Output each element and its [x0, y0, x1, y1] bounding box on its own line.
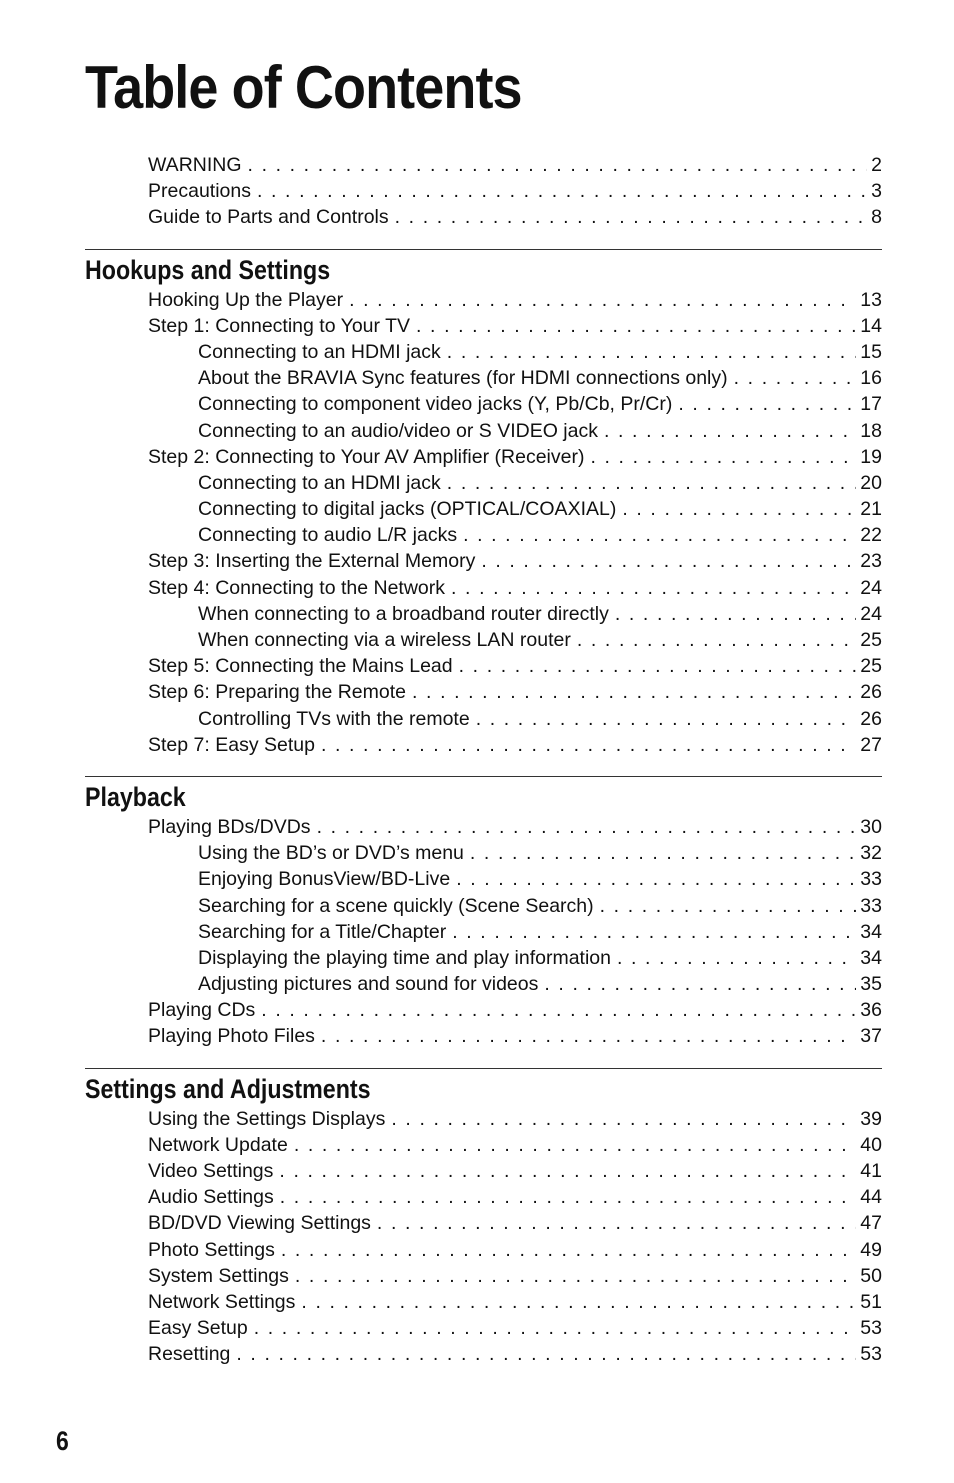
toc-entry-page: 35 — [860, 973, 882, 996]
toc-entry-title: Step 5: Connecting the Mains Lead — [148, 655, 453, 678]
toc-entry-title: Precautions — [148, 180, 251, 203]
toc-entry-page: 8 — [871, 206, 882, 229]
toc-entry[interactable] — [85, 679, 882, 705]
toc-entry-page: 17 — [860, 393, 882, 416]
toc-entry[interactable] — [85, 548, 882, 574]
toc-entry-page: 34 — [860, 946, 882, 969]
dot-leader — [279, 1158, 856, 1184]
toc-entry-page: 47 — [860, 1212, 882, 1235]
toc-entry-title: Connecting to an HDMI jack — [198, 471, 441, 494]
toc-entry-page: 26 — [860, 681, 882, 704]
toc-entry-page: 19 — [860, 445, 882, 468]
toc-section — [85, 249, 882, 758]
toc-entry[interactable] — [85, 919, 882, 945]
toc-entry-title: When connecting to a broadband router directly — [198, 602, 609, 625]
toc-entry-title: Network Update — [148, 1133, 288, 1156]
toc-entry-title: Step 1: Connecting to Your TV — [148, 314, 410, 337]
toc-entry[interactable] — [85, 653, 882, 679]
toc-entry-page: 13 — [860, 288, 882, 311]
dot-leader — [395, 204, 868, 230]
toc-entry-title: Step 4: Connecting to the Network — [148, 576, 446, 599]
toc-entry-page: 27 — [860, 733, 882, 756]
toc-entry-page: 50 — [860, 1264, 882, 1287]
toc-entry[interactable] — [85, 706, 882, 732]
toc-entry-page: 25 — [860, 629, 882, 651]
toc-entry[interactable] — [85, 178, 882, 204]
toc-entry-page: 41 — [860, 1160, 882, 1182]
dot-leader — [391, 1106, 856, 1132]
toc-entry[interactable] — [85, 1023, 882, 1049]
toc-entry-title: Displaying the playing time and play information — [198, 946, 611, 969]
toc-entry-title: Hooking Up the Player — [148, 288, 344, 311]
toc-entry[interactable] — [85, 1106, 882, 1132]
toc-entry-title: Photo Settings — [148, 1238, 275, 1261]
toc-entry[interactable] — [85, 840, 882, 866]
toc-entry-page: 2 — [871, 154, 882, 176]
dot-leader — [349, 287, 856, 313]
dot-leader — [734, 365, 857, 391]
toc-entry-title: Connecting to digital jacks (OPTICAL/COAXIAL) — [198, 498, 617, 521]
toc-entry[interactable] — [85, 945, 882, 971]
toc-entry[interactable] — [85, 1184, 882, 1210]
toc-entry-page: 16 — [860, 367, 882, 390]
toc-entry[interactable] — [85, 313, 882, 339]
toc-entry-page: 24 — [860, 576, 882, 599]
toc-section — [85, 776, 882, 1050]
toc-intro-list — [85, 152, 882, 231]
dot-leader — [544, 971, 856, 997]
toc-entry-title: Using the BD’s or DVD’s menu — [198, 842, 464, 865]
dot-leader — [617, 945, 856, 971]
toc-entry-title: Audio Settings — [148, 1186, 274, 1209]
toc-entry-page: 26 — [860, 707, 882, 730]
toc-entry-page: 14 — [860, 314, 882, 337]
toc-entry-page: 36 — [860, 999, 882, 1022]
toc-entry[interactable] — [85, 1341, 882, 1367]
toc-entry[interactable] — [85, 1289, 882, 1315]
table-of-contents — [85, 152, 882, 1368]
toc-entry-title: Step 6: Preparing the Remote — [148, 681, 406, 704]
toc-entry-title: Connecting to component video jacks (Y, Pb/Cb, Pr/Cr) — [198, 393, 673, 416]
toc-entry[interactable] — [85, 522, 882, 548]
toc-entry-page: 21 — [860, 498, 882, 521]
toc-entry[interactable] — [85, 893, 882, 919]
toc-entry-title: Video Settings — [148, 1160, 274, 1182]
toc-entry[interactable] — [85, 866, 882, 892]
toc-entry[interactable] — [85, 814, 882, 840]
toc-entry[interactable] — [85, 627, 882, 653]
toc-entry-title: Adjusting pictures and sound for videos — [198, 973, 539, 996]
dot-leader — [301, 1289, 856, 1315]
toc-entry[interactable] — [85, 365, 882, 391]
toc-entry-title: Enjoying BonusView/BD-Live — [198, 868, 451, 891]
toc-entry[interactable] — [85, 287, 882, 313]
dot-leader — [678, 391, 856, 417]
dot-leader — [261, 997, 856, 1023]
section-heading: Hookups and Settings — [85, 254, 331, 285]
toc-entry[interactable] — [85, 339, 882, 365]
toc-entry[interactable] — [85, 152, 882, 178]
toc-entry-title: Easy Setup — [148, 1317, 248, 1340]
dot-leader — [416, 313, 856, 339]
dot-leader — [590, 444, 856, 470]
dot-leader — [257, 178, 867, 204]
dot-leader — [412, 679, 856, 705]
dot-leader — [317, 814, 857, 840]
section-divider — [85, 249, 882, 250]
dot-leader — [236, 1341, 856, 1367]
toc-entry-title: Connecting to audio L/R jacks — [198, 524, 458, 547]
toc-entry[interactable] — [85, 575, 882, 601]
toc-entry-title: Playing CDs — [148, 999, 256, 1022]
dot-leader — [294, 1132, 856, 1158]
dot-leader — [321, 732, 856, 758]
toc-entry-page: 37 — [860, 1025, 882, 1048]
dot-leader — [447, 470, 857, 496]
toc-entry[interactable] — [85, 1315, 882, 1341]
toc-entry[interactable] — [85, 496, 882, 522]
toc-entry-page: 30 — [860, 815, 882, 838]
dot-leader — [377, 1210, 856, 1236]
toc-entry[interactable] — [85, 601, 882, 627]
toc-entry[interactable] — [85, 1237, 882, 1263]
toc-section — [85, 1068, 882, 1368]
toc-entry-title: Connecting to an audio/video or S VIDEO jack — [198, 419, 598, 442]
toc-entry-title: BD/DVD Viewing Settings — [148, 1212, 371, 1235]
toc-entry-page: 3 — [871, 180, 882, 203]
dot-leader — [615, 601, 856, 627]
page-title: Table of Contents — [85, 54, 522, 121]
section-heading: Settings and Adjustments — [85, 1073, 371, 1104]
toc-entry-title: Step 2: Connecting to Your AV Amplifier (Receiver) — [148, 445, 585, 468]
toc-entry-title: Guide to Parts and Controls — [148, 206, 389, 229]
toc-entry[interactable] — [85, 418, 882, 444]
dot-leader — [248, 152, 868, 178]
toc-entry-title: Resetting — [148, 1343, 231, 1366]
toc-entry-title: When connecting via a wireless LAN router — [198, 629, 571, 651]
toc-entry-title: Playing Photo Files — [148, 1025, 315, 1048]
toc-entry-title: Network Settings — [148, 1290, 296, 1313]
toc-entry-title: Playing BDs/DVDs — [148, 815, 311, 838]
dot-leader — [600, 893, 857, 919]
toc-entry[interactable] — [85, 444, 882, 470]
toc-entry-title: System Settings — [148, 1264, 289, 1287]
toc-entry-page: 25 — [860, 655, 882, 678]
toc-entry-title: Controlling TVs with the remote — [198, 707, 470, 730]
page-number: 6 — [56, 1426, 69, 1456]
toc-entry-page: 39 — [860, 1107, 882, 1130]
toc-entry-page: 24 — [860, 602, 882, 625]
dot-leader — [280, 1184, 857, 1210]
toc-entry-title: Connecting to an HDMI jack — [198, 340, 441, 363]
toc-entry-title: Using the Settings Displays — [148, 1107, 386, 1130]
toc-entry-page: 44 — [860, 1186, 882, 1209]
toc-entry-page: 32 — [860, 842, 882, 865]
dot-leader — [451, 575, 856, 601]
toc-entry[interactable] — [85, 1158, 882, 1184]
toc-entry-page: 22 — [860, 524, 882, 547]
toc-entry-page: 51 — [860, 1290, 882, 1313]
dot-leader — [470, 840, 856, 866]
toc-entry-title: WARNING — [148, 154, 242, 176]
toc-entry-page: 34 — [860, 920, 882, 943]
section-divider — [85, 1068, 882, 1069]
toc-entry-title: Searching for a scene quickly (Scene Search) — [198, 894, 594, 917]
dot-leader — [456, 866, 856, 892]
dot-leader — [577, 627, 856, 653]
dot-leader — [254, 1315, 857, 1341]
dot-leader — [321, 1023, 856, 1049]
section-divider — [85, 776, 882, 777]
dot-leader — [459, 653, 857, 679]
toc-entry-page: 18 — [860, 419, 882, 442]
toc-entry-page: 40 — [860, 1133, 882, 1156]
toc-sections — [85, 249, 882, 1368]
dot-leader — [481, 548, 856, 574]
toc-entry-page: 49 — [860, 1238, 882, 1261]
toc-entry-page: 33 — [860, 868, 882, 891]
toc-entry-page: 53 — [860, 1317, 882, 1340]
dot-leader — [281, 1237, 856, 1263]
dot-leader — [295, 1263, 856, 1289]
dot-leader — [622, 496, 856, 522]
toc-entry-page: 53 — [860, 1343, 882, 1366]
toc-entry[interactable] — [85, 971, 882, 997]
toc-entry-page: 23 — [860, 550, 882, 573]
toc-entry[interactable] — [85, 470, 882, 496]
dot-leader — [447, 339, 857, 365]
dot-leader — [463, 522, 856, 548]
toc-entry[interactable] — [85, 1263, 882, 1289]
toc-entry-page: 33 — [860, 894, 882, 917]
toc-entry-page: 20 — [860, 471, 882, 494]
dot-leader — [452, 919, 856, 945]
toc-entry-title: Searching for a Title/Chapter — [198, 920, 447, 943]
toc-entry-title: Step 3: Inserting the External Memory — [148, 550, 476, 573]
toc-entry-title: About the BRAVIA Sync features (for HDMI connections only) — [198, 367, 728, 390]
toc-entry[interactable] — [85, 1210, 882, 1236]
dot-leader — [476, 706, 857, 732]
toc-entry-title: Step 7: Easy Setup — [148, 733, 315, 756]
section-heading: Playback — [85, 781, 186, 812]
toc-entry[interactable] — [85, 1132, 882, 1158]
toc-entry[interactable] — [85, 997, 882, 1023]
dot-leader — [604, 418, 856, 444]
toc-entry[interactable] — [85, 732, 882, 758]
toc-entry-page: 15 — [860, 340, 882, 363]
toc-entry[interactable] — [85, 391, 882, 417]
toc-entry[interactable] — [85, 204, 882, 230]
